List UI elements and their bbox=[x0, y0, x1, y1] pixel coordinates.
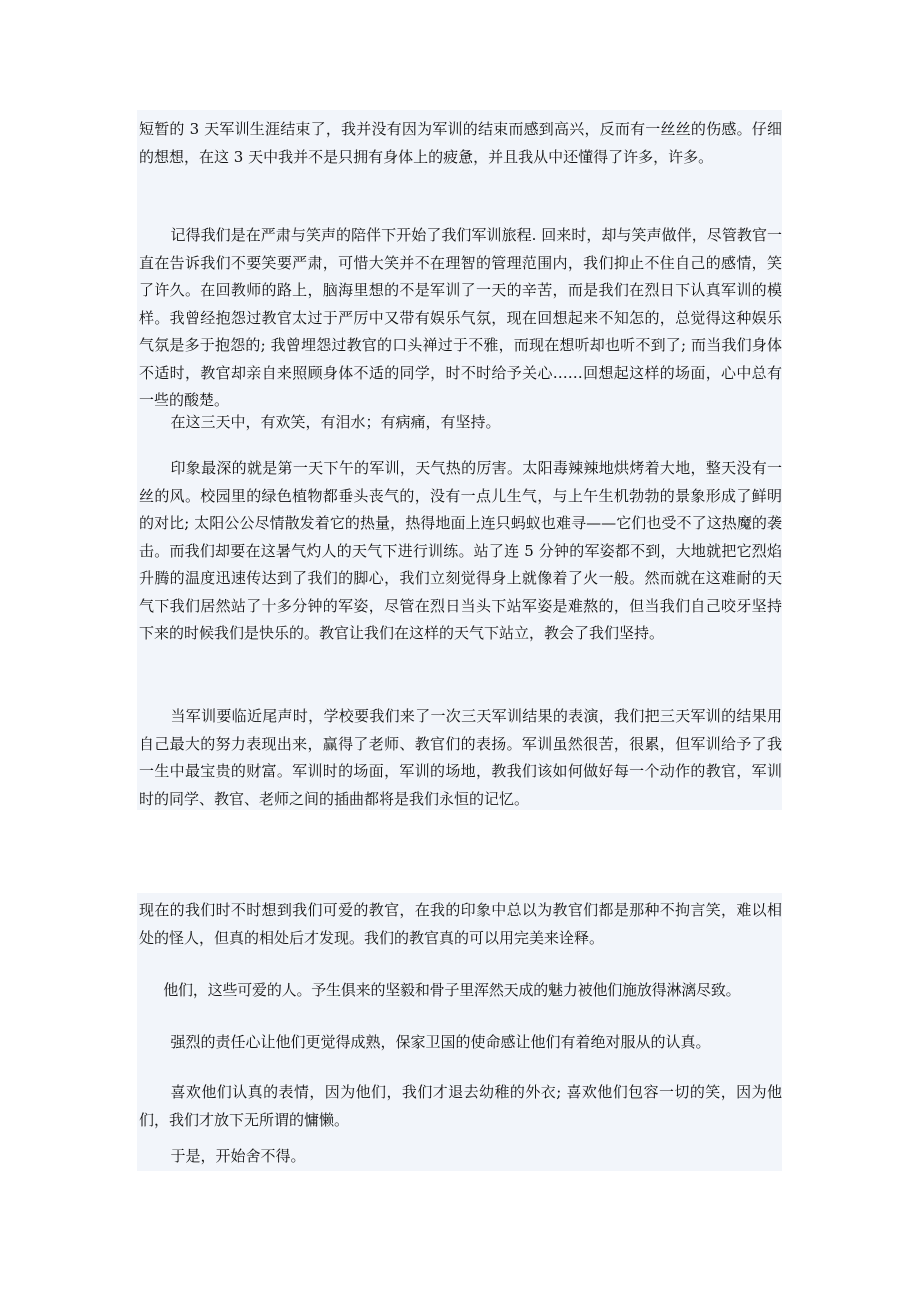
paragraph: 当军训要临近尾声时，学校要我们来了一次三天军训结果的表演，我们把三天军训的结果用自己最大的努力表现出来，赢得了老师、教官们的表扬。军训虽然很苦，很累，但军训给予了我一生中最宝贵的财富。军训时的场面，军训的场地，教我们该如何做好每一个动作的教官，军训时的同学、教官、老师之间的插曲都将是我们永恒的记忆。 bbox=[139, 707, 782, 808]
paragraph: 现在的我们时不时想到我们可爱的教官，在我的印象中总以为教官们都是那种不拘言笑，难以相处的怪人，但真的相处后才发现。我们的教官真的可以用完美来诠释。 bbox=[139, 901, 782, 947]
paragraph: 记得我们是在严肃与笑声的陪伴下开始了我们军训旅程. 回来时，却与笑声做伴，尽管教官一直在告诉我们不要笑要严肃，可惜大笑并不在理智的管理范围内，我们抑止不住自己的感情，笑了许久。在回教师的路上，脑海里想的不是军训了一天的辛苦，而是我们在烈日下认真军训的模样。我曾经抱怨过教官太过于严厉中又带有娱乐气氛，现在回想起来不知怎的，总觉得这种娱乐气氛是多于抱怨的; 我曾埋怨过教官的口头禅过于不雅，而现在想听却也听不到了; 而当我们身体不适时，教官却亲自来照顾身体不适的同学，时不时给予关心……回想起这样的场面，心中总有一些的酸楚。 bbox=[139, 226, 782, 409]
paragraph: 于是，开始舍不得。 bbox=[170, 1147, 306, 1165]
article-section-2 bbox=[137, 893, 782, 1171]
paragraph: 在这三天中，有欢笑，有泪水；有病痛，有坚持。 bbox=[170, 413, 501, 431]
paragraph: 喜欢他们认真的表情，因为他们，我们才退去幼稚的外衣; 喜欢他们包容一切的笑，因为他们，我们才放下无所谓的慵懒。 bbox=[139, 1083, 782, 1129]
paragraph: 强烈的责任心让他们更觉得成熟，保家卫国的使命感让他们有着绝对服从的认真。 bbox=[170, 1033, 711, 1051]
article-section-1 bbox=[137, 110, 782, 810]
paragraph: 短暂的 3 天军训生涯结束了，我并没有因为军训的结束而感到高兴，反而有一丝丝的伤感。仔细的想想，在这 3 天中我并不是只拥有身体上的疲惫，并且我从中还懂得了许多，许多。 bbox=[139, 120, 782, 166]
paragraph: 他们，这些可爱的人。予生俱来的坚毅和骨子里浑然天成的魅力被他们施放得淋漓尽致。 bbox=[163, 981, 741, 999]
paragraph: 印象最深的就是第一天下午的军训，天气热的厉害。太阳毒辣辣地烘烤着大地，整天没有一丝的风。校园里的绿色植物都垂头丧气的，没有一点儿生气，与上午生机勃勃的景象形成了鲜明的对比; 太阳公公尽情散发着它的热量，热得地面上连只蚂蚁也难寻——它们也受不了这热魔的袭击。而我们却要在这暑气灼人的天气下进行训练。站了连 5 分钟的军姿都不到，大地就把它烈焰升腾的温度迅速传达到了我们的脚心，我们立刻觉得身上就像着了火一般。然而就在这难耐的天气下我们居然站了十多分钟的军姿，尽管在烈日当头下站军姿是难熬的，但当我们自己咬牙坚持下来的时候我们是快乐的。教官让我们在这样的天气下站立，教会了我们坚持。 bbox=[139, 459, 782, 642]
